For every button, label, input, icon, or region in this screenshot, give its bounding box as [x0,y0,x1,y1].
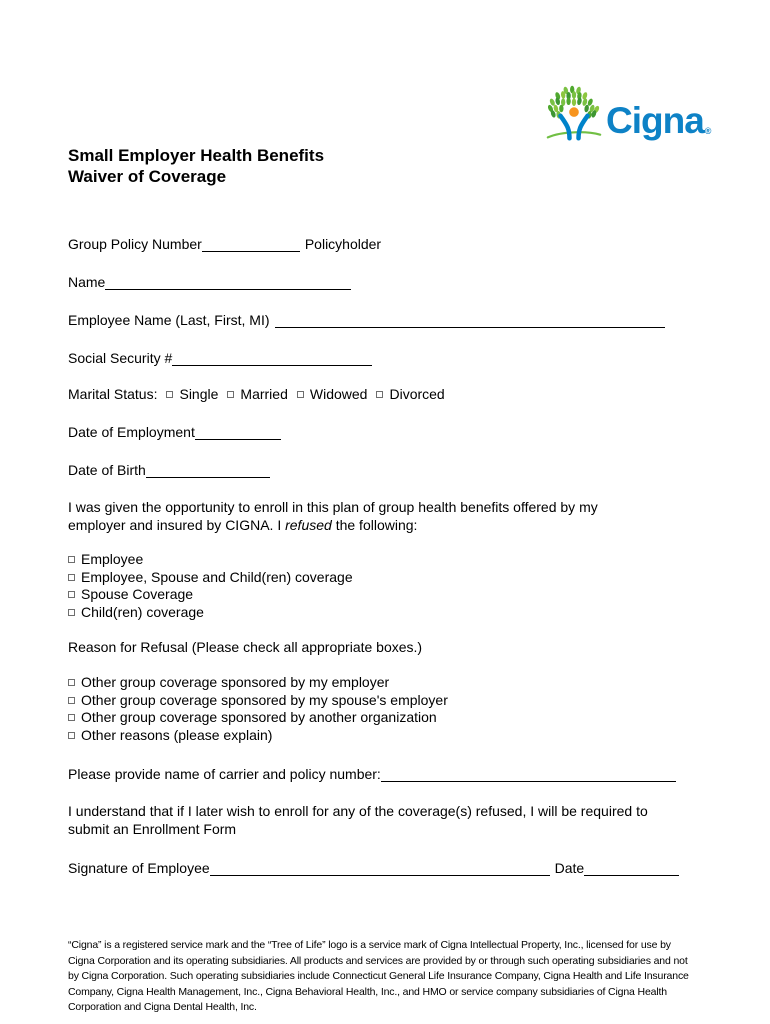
ssn-row [68,349,702,366]
title-line-2: Waiver of Coverage [68,167,227,186]
date-of-employment-input-line[interactable] [195,426,281,440]
marital-option-single [166,386,218,402]
refusal-option-other-reasons [68,727,702,745]
disclaimer-line-5: Corporation and Cigna Dental Health, Inc. [68,1001,257,1013]
intro-line-2-post: the following: [331,517,418,533]
ssn-label: Social Security # [68,350,173,366]
intro-line-2 [68,516,702,534]
group-policy-label: Group Policy Number [68,236,202,252]
disclaimer-line-2: Cigna Corporation and its operating subsidiaries. All products and services are provided by or through such operating subsidiaries and not [68,954,688,967]
acknowledgement-paragraph [68,802,702,838]
refusal-option-other-organization [68,709,702,727]
cigna-wordmark: Cigna [606,100,704,141]
date-of-employment-label: Date of Employment [68,424,195,440]
employee-name-input-line[interactable] [275,314,665,328]
single-label: Single [179,386,219,402]
widowed-checkbox[interactable] [297,391,304,398]
married-checkbox[interactable] [227,391,234,398]
marital-option-married [227,386,287,402]
divorced-checkbox[interactable] [376,391,383,398]
title-line-1: Small Employer Health Benefits [68,146,325,165]
date-label: Date [554,860,585,876]
signature-row [68,859,702,876]
intro-line-2-pre: employer and insured by CIGNA. I [68,517,286,533]
coverage-option-label: Employee [81,551,144,567]
refusal-option-label: Other group coverage sponsored by my spouse's employer [81,691,448,708]
legal-disclaimer [68,938,702,1016]
ssn-input-line[interactable] [172,352,372,366]
single-checkbox[interactable] [166,391,173,398]
coverage-option-label: Spouse Coverage [81,586,194,602]
spouse-employer-coverage-checkbox[interactable] [68,697,75,704]
refusal-heading: Reason for Refusal (Please check all appropriate boxes.) [68,639,423,655]
widowed-label: Widowed [309,386,368,402]
refusal-option-spouse-employer [68,692,702,710]
coverage-option-label: Employee, Spouse and Child(ren) coverage [81,568,353,585]
group-policy-row [68,235,702,252]
name-input-line[interactable] [105,276,351,290]
other-employer-coverage-checkbox[interactable] [68,679,75,686]
policyholder-label: Policyholder [304,236,382,252]
marital-option-widowed [297,386,368,402]
refusal-options-list [68,674,702,744]
acknowledgement-line-2: submit an Enrollment Form [68,821,237,837]
cigna-logo [546,84,711,142]
marital-option-divorced [376,386,444,402]
coverage-option-children [68,604,702,622]
marital-status-row [68,387,702,402]
name-label: Name [68,274,106,290]
name-row [68,273,702,290]
date-input-line[interactable] [584,862,679,876]
tree-of-life-icon [546,84,602,142]
refusal-option-label: Other group coverage sponsored by my employer [81,674,390,690]
carrier-label: Please provide name of carrier and policy number: [68,766,381,782]
marital-status-label: Marital Status: [68,386,158,402]
disclaimer-line-4: Company, Cigna Health Management, Inc., Cigna Behavioral Health, Inc., and HMO or service company subsidiaries of Cigna Health [68,985,667,998]
disclaimer-line-3: by Cigna Corporation. Such operating subsidiaries include Connecticut General Life Insurance Company, Cigna Health and Life Insurance [68,970,689,982]
spouse-coverage-checkbox[interactable] [68,591,75,598]
other-organization-coverage-checkbox[interactable] [68,714,75,721]
divorced-label: Divorced [389,386,445,402]
refused-emphasis: refused [285,517,332,533]
registered-mark: ® [704,126,712,136]
signature-input-line[interactable] [210,862,550,876]
employee-name-label: Employee Name (Last, First, MI) [68,312,270,328]
coverage-option-employee [68,551,702,569]
refusal-option-label: Other group coverage sponsored by another organization [81,709,437,725]
signature-label: Signature of Employee [68,860,210,876]
acknowledgement-line-1: I understand that if I later wish to enroll for any of the coverage(s) refused, I will be required to [68,803,648,819]
page-title [68,145,702,187]
employee-name-row [68,311,702,328]
refusal-option-label: Other reasons (please explain) [81,726,273,743]
coverage-option-family [68,569,702,587]
carrier-input-line[interactable] [381,768,676,782]
coverage-option-spouse [68,586,702,604]
date-of-birth-label: Date of Birth [68,462,146,478]
married-label: Married [240,386,288,402]
other-reasons-checkbox[interactable] [68,732,75,739]
group-policy-input-line[interactable] [202,238,300,252]
date-of-birth-input-line[interactable] [146,464,270,478]
carrier-row [68,765,702,782]
date-of-employment-row [68,423,702,440]
family-coverage-checkbox[interactable] [68,574,75,581]
coverage-options-list [68,551,702,621]
intro-line-1: I was given the opportunity to enroll in this plan of group health benefits offered by my [68,499,598,515]
refusal-option-employer [68,674,702,692]
disclaimer-line-1: “Cigna” is a registered service mark and the “Tree of Life” logo is a service mark of Cigna Intellectual Property, Inc., licensed for use by [68,939,671,951]
date-of-birth-row [68,461,702,478]
employee-coverage-checkbox[interactable] [68,556,75,563]
children-coverage-checkbox[interactable] [68,609,75,616]
coverage-option-label: Child(ren) coverage [81,603,204,620]
intro-paragraph [68,498,702,534]
